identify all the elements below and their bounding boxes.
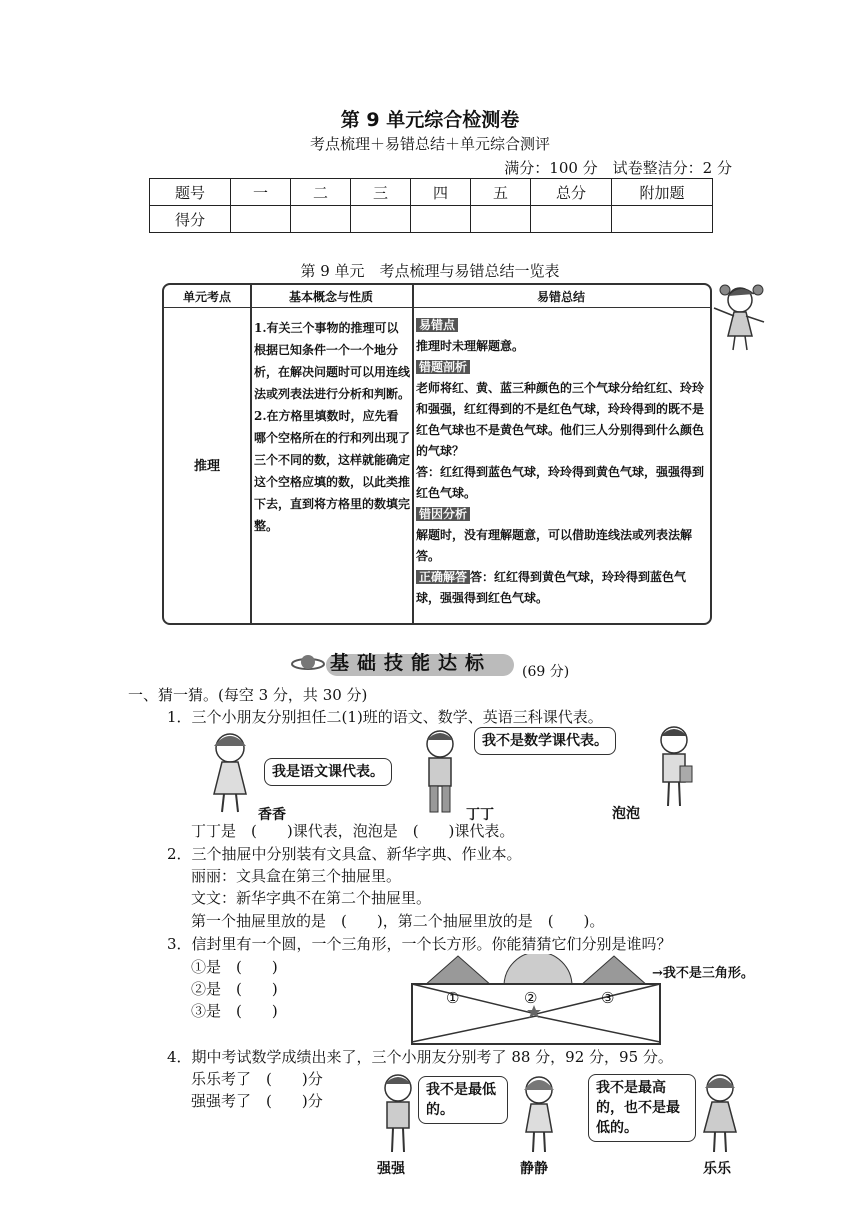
category-label: 推理 (193, 459, 220, 474)
tag-example: 错题剖析 (416, 360, 470, 374)
kid-xiangxiang (200, 728, 260, 818)
score-table-header: 五 (471, 179, 531, 206)
reason-text: 解题时，没有理解题意，可以借助连线法或列表法解答。 (416, 528, 693, 563)
q1-name-xiangxiang: 香香 (258, 807, 286, 823)
q4-name-lele: 乐乐 (703, 1161, 731, 1177)
score-cell[interactable] (612, 206, 713, 233)
q2-wenwen: 文文：新华字典不在第二个抽屉里。 (191, 889, 432, 907)
q4-name-jingjing: 静静 (520, 1161, 548, 1177)
q3-answer-3[interactable]: ③是 ( ) (191, 1002, 278, 1020)
q2-text: 2．三个抽屉中分别装有文具盒、新华字典、作业本。 (167, 845, 522, 863)
q2-answer[interactable]: 第一个抽屉里放的是 ( )，第二个抽屉里放的是 ( )。 (191, 912, 605, 930)
summary-header (164, 285, 710, 308)
col-concept-header: 基本概念与性质 (288, 290, 373, 304)
section-score: (69 分) (522, 664, 570, 680)
q4-bubble-qiangqiang: 我不是最低的。 (418, 1076, 508, 1124)
score-table-header: 一 (231, 179, 291, 206)
easy-error-text: 推理时未理解题意。 (416, 339, 525, 353)
q1-name-paopao: 泡泡 (612, 806, 640, 822)
part1-heading: 一、猜一猜。(每空 3 分，共 30 分) (128, 686, 368, 704)
summary-title: 第 9 单元 考点梳理与易错总结一览表 (300, 262, 560, 280)
score-info: 满分：100 分 试卷整洁分：2 分 (504, 159, 732, 177)
q4-bubble-lele: 我不是最高的，也不是最低的。 (588, 1074, 696, 1142)
q3-note: →我不是三角形。 (652, 966, 754, 981)
q4-text: 4．期中考试数学成绩出来了，三个小朋友分别考了 88 分，92 分，95 分。 (167, 1048, 673, 1066)
example-text: 老师将红、黄、蓝三种颜色的三个气球分给红红、玲玲和强强，红红得到的不是红色气球，玲玲得到的既不是红色气球也不是黄色气球。他们三人分别得到什么颜色的气球？ (416, 381, 705, 458)
q4-answer-1[interactable]: 乐乐考了 ( )分 (191, 1070, 323, 1088)
concept-item: 2.在方格里填数时，应先看哪个空格所在的行和列出现了三个不同的数，这样就能确定这个空格应填的数，以此类推下去，直到将方格里的数填完整。 (254, 409, 411, 533)
section-banner-text: 基础技能达标 (330, 652, 493, 674)
score-table-score-row (150, 206, 713, 233)
score-table-header: 总分 (531, 179, 612, 206)
col-error-header: 易错总结 (536, 290, 585, 304)
q2-lili: 丽丽：文具盒在第三个抽屉里。 (191, 867, 402, 885)
correct-text: 答：红红得到黄色气球，玲玲得到蓝色气球，强强得到红色气球。 (416, 570, 687, 605)
tag-easy-error: 易错点 (416, 318, 458, 332)
kid-qiangqiang (375, 1070, 421, 1156)
summary-table (162, 283, 712, 625)
q1-name-dingding: 丁丁 (466, 807, 494, 823)
error-summary (416, 315, 706, 609)
kid-lele (696, 1070, 744, 1156)
tag-correct: 正确解答 (416, 570, 470, 584)
score-table-header: 题号 (150, 179, 231, 206)
page-title: 第 9 单元综合检测卷 (340, 109, 520, 131)
score-table-header: 三 (351, 179, 411, 206)
score-table-header-row (150, 179, 713, 206)
score-row-label: 得分 (150, 206, 231, 233)
q3-label-3: ③ (601, 989, 615, 1007)
kid-jingjing (516, 1072, 562, 1156)
q3-label-1: ① (446, 989, 460, 1007)
col-unit-header: 单元考点 (182, 290, 231, 304)
tag-reason: 错因分析 (416, 507, 470, 521)
section-banner (290, 648, 520, 678)
kid-dingding (415, 726, 465, 818)
q1-text: 1．三个小朋友分别担任二(1)班的语文、数学、英语三科课代表。 (167, 708, 603, 726)
score-table (149, 178, 713, 233)
q3-answer-1[interactable]: ①是 ( ) (191, 958, 278, 976)
q3-text: 3．信封里有一个圆，一个三角形，一个长方形。你能猜猜它们分别是谁吗？ (167, 935, 672, 953)
q4-name-qiangqiang: 强强 (377, 1161, 405, 1177)
page-subtitle: 考点梳理＋易错总结＋单元综合测评 (309, 135, 550, 153)
q1-bubble-paopao: 我不是数学课代表。 (474, 727, 616, 755)
q3-answer-2[interactable]: ②是 ( ) (191, 980, 278, 998)
score-cell[interactable] (291, 206, 351, 233)
wrong-answer-text: 答：红红得到蓝色气球，玲玲得到黄色气球，强强得到红色气球。 (416, 465, 705, 500)
concept-list (254, 317, 410, 537)
score-cell[interactable] (471, 206, 531, 233)
score-cell[interactable] (231, 206, 291, 233)
concept-item: 1.有关三个事物的推理可以根据已知条件一个一个地分析，在解决问题时可以用连线法或列表法进行分析和判断。 (254, 321, 411, 401)
q3-label-2: ② (524, 989, 538, 1007)
kid-paopao (650, 722, 698, 812)
score-cell[interactable] (351, 206, 411, 233)
q1-bubble-xiangxiang: 我是语文课代表。 (264, 758, 392, 786)
score-table-header: 附加题 (612, 179, 713, 206)
score-cell[interactable] (411, 206, 471, 233)
column-divider (412, 285, 414, 623)
score-table-header: 二 (291, 179, 351, 206)
q1-answer[interactable]: 丁丁是 ( )课代表，泡泡是 ( )课代表。 (191, 822, 515, 840)
column-divider (250, 285, 252, 623)
q4-answer-2[interactable]: 强强考了 ( )分 (191, 1092, 323, 1110)
score-cell[interactable] (531, 206, 612, 233)
score-table-header: 四 (411, 179, 471, 206)
girl-illustration (708, 282, 772, 354)
